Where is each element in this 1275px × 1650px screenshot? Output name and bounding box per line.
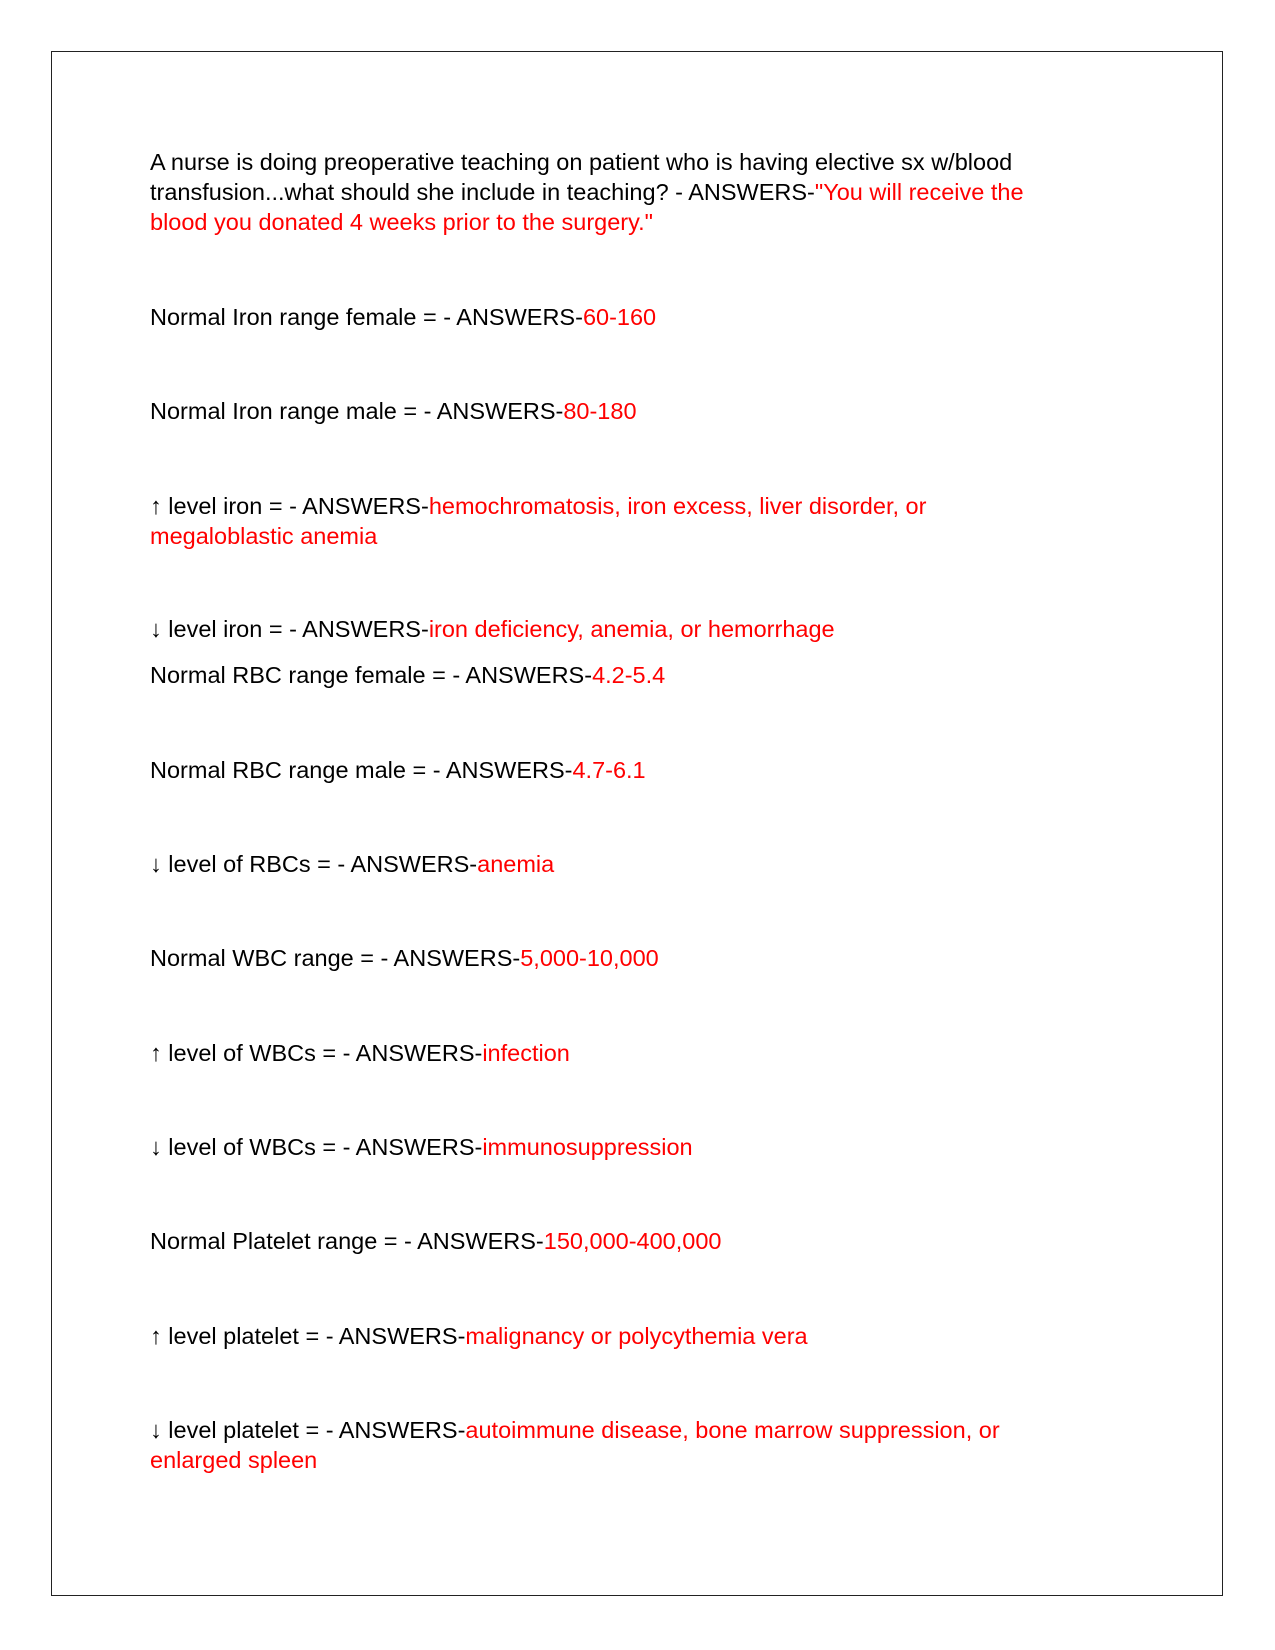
answer-text: 80-180 [563, 398, 637, 424]
qa-item-1 [150, 147, 1080, 237]
question-text: ↑ level platelet = - ANSWERS- [150, 1323, 466, 1349]
qa-item-12 [150, 1226, 1100, 1256]
question-text: ↓ level of RBCs = - ANSWERS- [150, 851, 478, 877]
qa-item-10 [150, 1038, 1100, 1068]
answer-text: 5,000-10,000 [520, 945, 659, 971]
qa-item-3 [150, 396, 1100, 426]
qa-item-4 [150, 491, 980, 551]
question-text: ↓ level of WBCs = - ANSWERS- [150, 1134, 483, 1160]
question-text: Normal RBC range female = - ANSWERS- [150, 662, 593, 688]
qa-item-6 [150, 660, 1100, 690]
qa-item-14 [150, 1415, 1050, 1475]
answer-text: hemochromatosis, iron excess, liver disorder, or megaloblastic anemia [150, 493, 927, 549]
answer-text: autoimmune disease, bone marrow suppression, or enlarged spleen [150, 1417, 1000, 1473]
answer-text: 150,000-400,000 [543, 1228, 722, 1254]
question-text: Normal Iron range female = - ANSWERS- [150, 304, 583, 330]
answer-text: anemia [477, 851, 555, 877]
qa-item-8 [150, 849, 1100, 879]
question-text: Normal RBC range male = - ANSWERS- [150, 757, 573, 783]
qa-item-13 [150, 1321, 1100, 1351]
answer-text: 4.2-5.4 [592, 662, 666, 688]
question-text: Normal WBC range = - ANSWERS- [150, 945, 521, 971]
question-text: A nurse is doing preoperative teaching on patient who is having elective sx w/blood transfusion...what should she include in teaching? - ANSWERS- [150, 149, 1013, 205]
question-text: Normal Iron range male = - ANSWERS- [150, 398, 564, 424]
qa-item-7 [150, 755, 1100, 785]
qa-item-11 [150, 1132, 1100, 1162]
question-text: Normal Platelet range = - ANSWERS- [150, 1228, 544, 1254]
answer-text: 60-160 [582, 304, 657, 330]
question-text: ↑ level of WBCs = - ANSWERS- [150, 1040, 483, 1066]
answer-text: "You will receive the blood you donated 4 weeks prior to the surgery." [150, 179, 1024, 235]
question-text: ↓ level platelet = - ANSWERS- [150, 1417, 466, 1443]
question-text: ↓ level iron = - ANSWERS- [150, 616, 429, 642]
question-text: ↑ level iron = - ANSWERS- [150, 493, 429, 519]
qa-item-9 [150, 943, 1100, 973]
answer-text: infection [482, 1040, 570, 1066]
page-border [51, 51, 1223, 1596]
answer-text: immunosuppression [482, 1134, 693, 1160]
qa-item-5 [150, 614, 1100, 644]
answer-text: iron deficiency, anemia, or hemorrhage [428, 616, 835, 642]
answer-text: malignancy or polycythemia vera [465, 1323, 808, 1349]
qa-item-2 [150, 302, 1100, 332]
answer-text: 4.7-6.1 [572, 757, 646, 783]
